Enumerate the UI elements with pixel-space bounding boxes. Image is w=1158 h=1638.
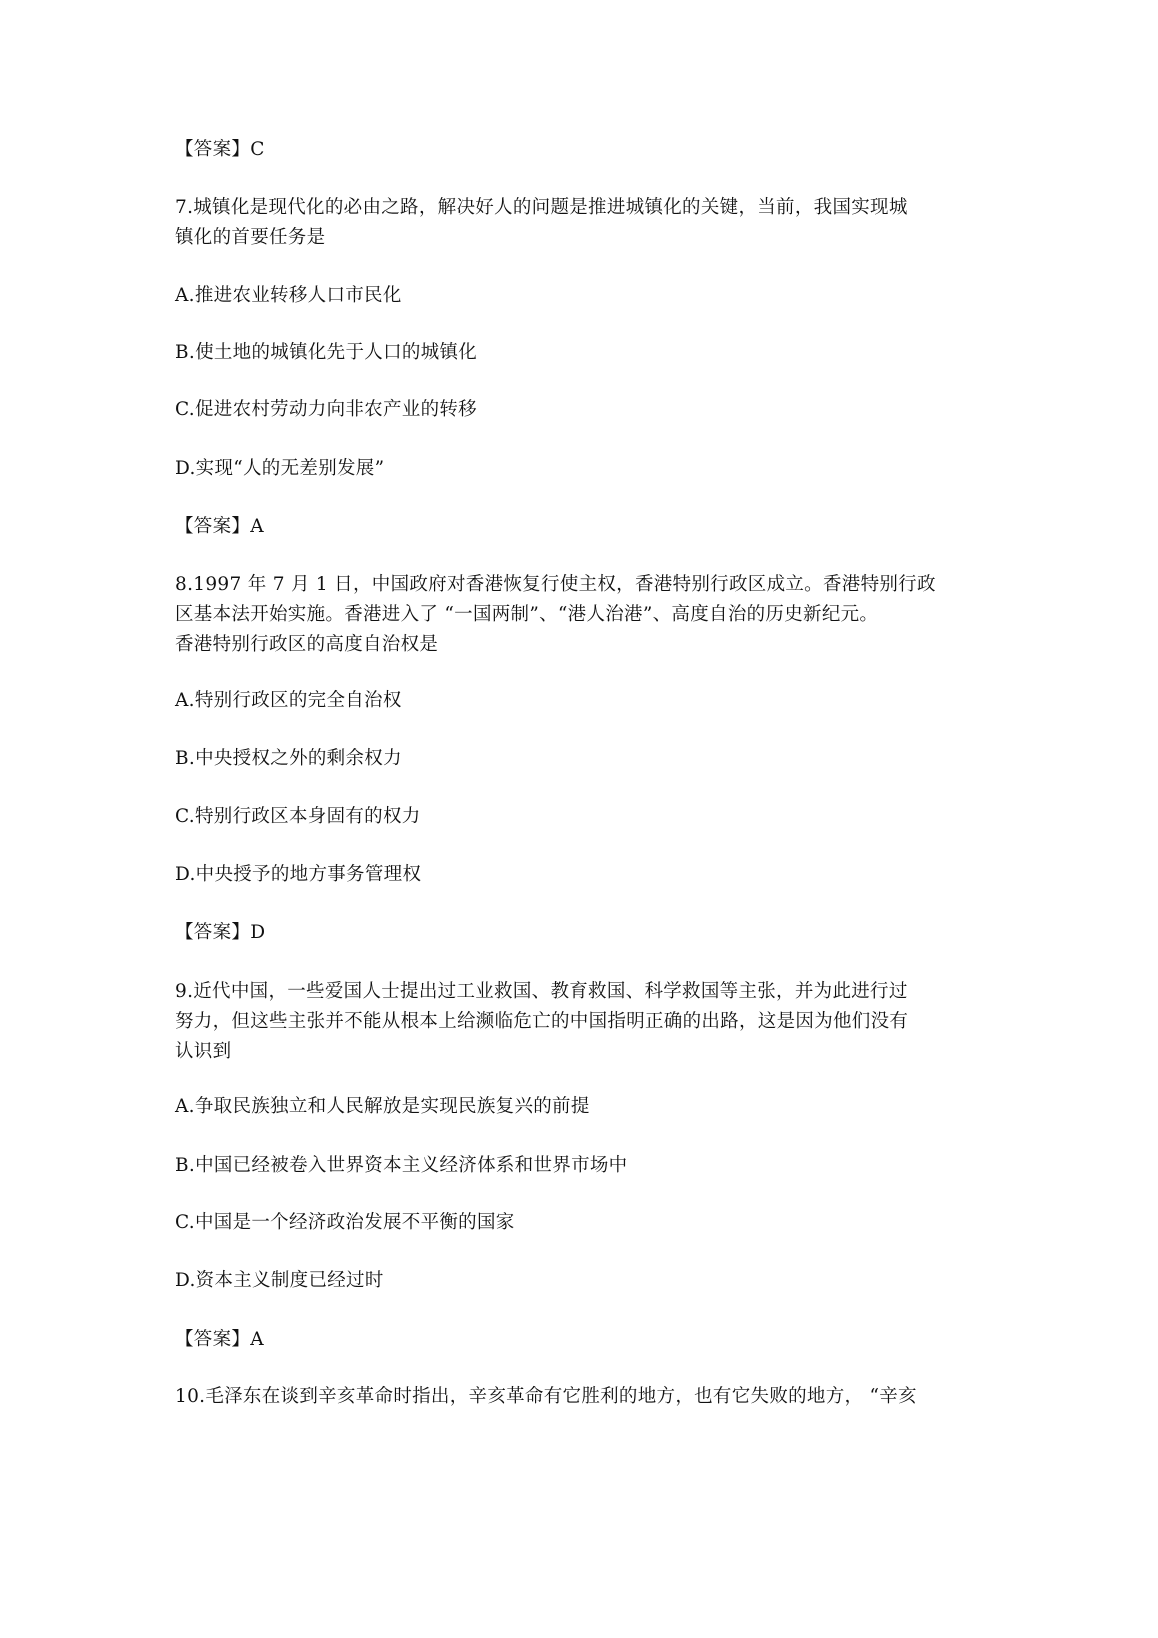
option-line: D.资本主义制度已经过时 [175, 1270, 384, 1291]
option-line: A.争取民族独立和人民解放是实现民族复兴的前提 [175, 1096, 590, 1117]
question-8 [175, 570, 985, 660]
option-line: C.中国是一个经济政治发展不平衡的国家 [175, 1212, 515, 1233]
question-line: 10.毛泽东在谈到辛亥革命时指出，辛亥革命有它胜利的地方，也有它失败的地方， “辛亥 [175, 1386, 917, 1407]
question-7 [175, 193, 985, 253]
question-line: 努力，但这些主张并不能从根本上给濒临危亡的中国指明正确的出路，这是因为他们没有 [175, 1011, 909, 1032]
option-line: B.使土地的城镇化先于人口的城镇化 [175, 342, 478, 363]
question-line: 认识到 [175, 1041, 232, 1062]
option-line: D.中央授予的地方事务管理权 [175, 864, 422, 885]
option-line: C.特别行政区本身固有的权力 [175, 806, 421, 827]
question-line: 镇化的首要任务是 [175, 227, 326, 248]
question-line: 8.1997 年 7 月 1 日，中国政府对香港恢复行使主权，香港特别行政区成立。香港特别行政 [175, 574, 936, 595]
question-9 [175, 977, 985, 1067]
option-line: A.推进农业转移人口市民化 [175, 285, 402, 306]
option-line: B.中央授权之外的剩余权力 [175, 748, 402, 769]
option-line: A.特别行政区的完全自治权 [175, 690, 402, 711]
question-line: 区基本法开始实施。香港进入了 “一国两制”、“港人治港”、高度自治的历史新纪元。 [175, 604, 879, 625]
option-line: C.促进农村劳动力向非农产业的转移 [175, 399, 477, 420]
question-line: 香港特别行政区的高度自治权是 [175, 634, 439, 655]
question-line: 9.近代中国，一些爱国人士提出过工业救国、教育救国、科学救国等主张，并为此进行过 [175, 981, 908, 1002]
answer-line: 【答案】A [175, 1329, 264, 1350]
option-line: D.实现“人的无差别发展” [175, 458, 385, 479]
answer-line: 【答案】C [175, 139, 265, 160]
answer-line: 【答案】D [175, 922, 266, 943]
answer-line: 【答案】A [175, 516, 264, 537]
question-line: 7.城镇化是现代化的必由之路，解决好人的问题是推进城镇化的关键，当前，我国实现城 [175, 197, 908, 218]
question-10 [175, 1382, 985, 1412]
option-line: B.中国已经被卷入世界资本主义经济体系和世界市场中 [175, 1155, 628, 1176]
